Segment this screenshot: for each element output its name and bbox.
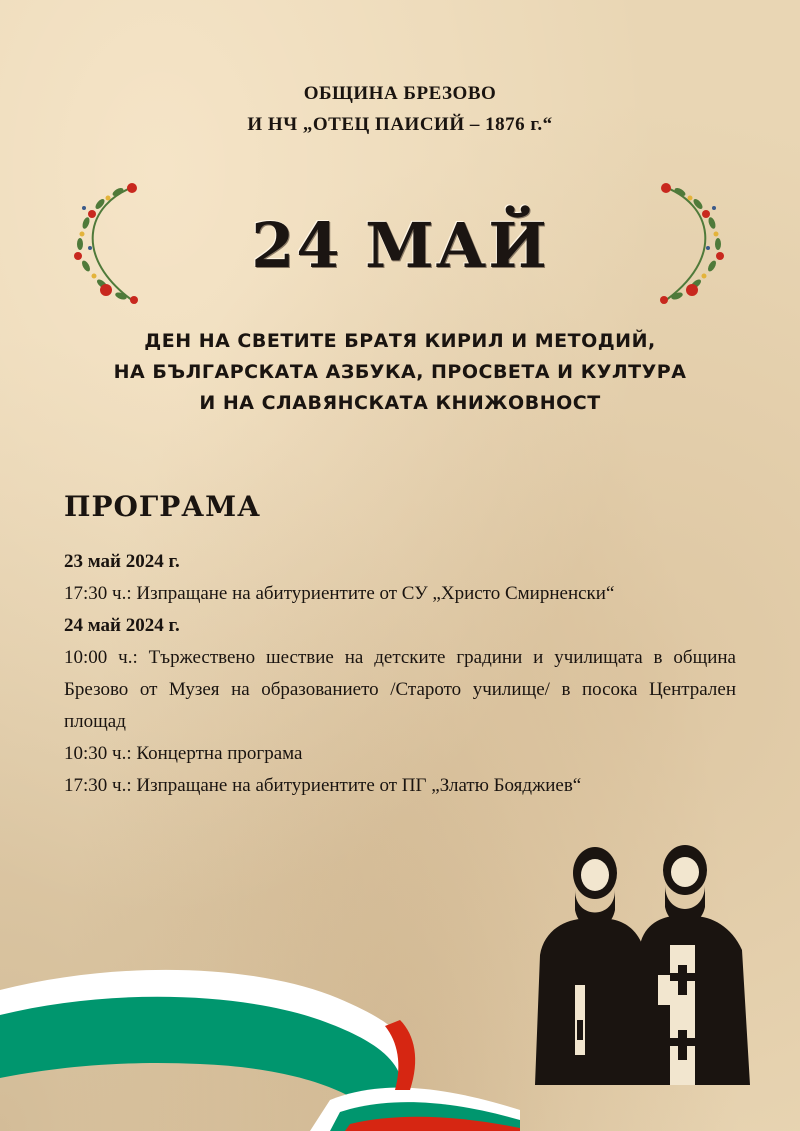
program-list xyxy=(64,546,736,802)
organizer-header xyxy=(0,78,800,140)
bulgarian-flag-ribbon-icon xyxy=(0,960,520,1131)
saints-illustration-icon xyxy=(520,835,760,1105)
program-day-date: 24 май 2024 г. xyxy=(64,615,180,636)
program-event: 10:00 ч.: Тържествено шествие на детските градини и училищата в община Брезово от Музея на образованието /Старото училище/ в посока Централен площад xyxy=(64,647,736,732)
organizer-line-2: И НЧ „ОТЕЦ ПАИСИЙ – 1876 г.“ xyxy=(247,114,553,135)
program-day-date: 23 май 2024 г. xyxy=(64,551,180,572)
program-heading: ПРОГРАМА xyxy=(64,490,261,523)
subtitle-line-1: ДЕН НА СВЕТИТЕ БРАТЯ КИРИЛ И МЕТОДИЙ, xyxy=(144,330,656,352)
event-date-title: 24 МАЙ xyxy=(251,209,549,282)
subtitle-line-3: И НА СЛАВЯНСКАТА КНИЖОВНОСТ xyxy=(199,392,601,414)
organizer-line-1: ОБЩИНА БРЕЗОВО xyxy=(303,83,497,104)
program-event: 17:30 ч.: Изпращане на абитуриентите от ПГ „Златю Бояджиев“ xyxy=(64,775,582,796)
program-event: 10:30 ч.: Концертна програма xyxy=(64,743,303,764)
subtitle-line-2: НА БЪЛГАРСКАТА АЗБУКА, ПРОСВЕТА И КУЛТУРА xyxy=(113,361,687,383)
holiday-subtitle xyxy=(0,326,800,419)
program-event: 17:30 ч.: Изпращане на абитуриентите от СУ „Христо Смирненски“ xyxy=(64,583,615,604)
